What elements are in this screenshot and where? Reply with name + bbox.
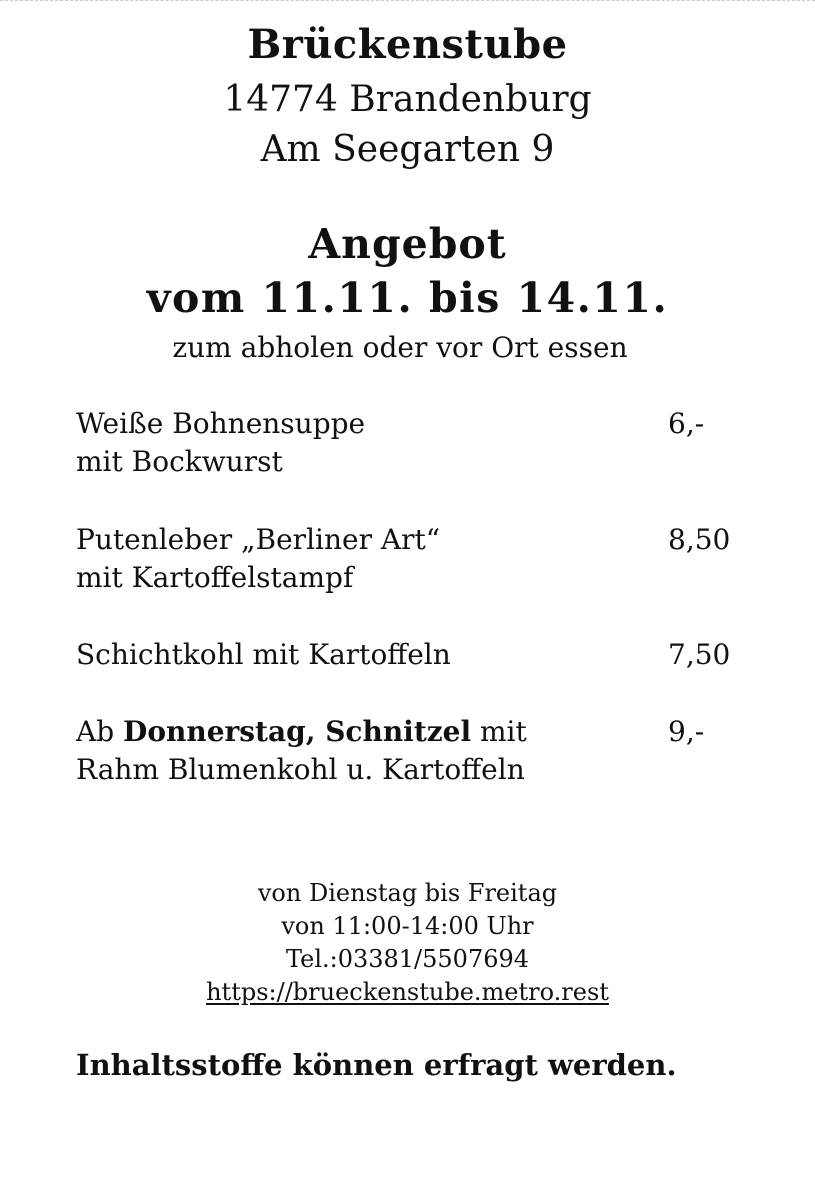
dish-line: Schichtkohl mit Kartoffeln [76, 638, 451, 671]
dish-price: 8,50 [668, 523, 731, 556]
dish-highlight: Donnerstag, Schnitzel [123, 715, 472, 748]
dish-name [76, 521, 636, 597]
menu-item [76, 405, 766, 481]
dish-price: 6,- [668, 407, 705, 440]
dish-line [76, 713, 636, 751]
website-line [0, 976, 815, 1009]
dish-name [76, 636, 636, 674]
opening-days: von Dienstag bis Freitag [257, 879, 558, 907]
dish-price: 7,50 [668, 638, 731, 671]
dish-line: Putenleber „Berliner Art“ [76, 523, 441, 556]
opening-hours: von 11:00-14:00 Uhr [281, 912, 534, 940]
dish-line: Weiße Bohnensuppe [76, 407, 366, 440]
dish-line: Rahm Blumenkohl u. Kartoffeln [76, 753, 525, 786]
menu-item [76, 713, 766, 789]
dish-name [76, 405, 636, 481]
dish-line: mit Kartoffelstampf [76, 561, 354, 594]
dish-name [76, 713, 636, 789]
menu-item [76, 521, 766, 597]
phone-number: Tel.:03381/5507694 [285, 945, 530, 973]
dish-price: 9,- [668, 715, 705, 748]
dish-line: mit Bockwurst [76, 445, 283, 478]
offer-note: zum abholen oder vor Ort essen [172, 331, 628, 364]
address-city: 14774 Brandenburg [223, 79, 592, 120]
address-street: Am Seegarten 9 [260, 129, 555, 170]
dish-suffix: mit [471, 715, 527, 748]
offer-title: Angebot [308, 220, 507, 268]
restaurant-name: Brückenstube [247, 21, 568, 68]
website-link[interactable]: https://brueckenstube.metro.rest [206, 978, 609, 1006]
dish-prefix: Ab [76, 715, 124, 748]
allergen-note: Inhaltsstoffe können erfragt werden. [76, 1048, 677, 1082]
menu-item [76, 636, 766, 674]
page-top-border [0, 0, 815, 1]
offer-dates: vom 11.11. bis 14.11. [146, 274, 669, 322]
